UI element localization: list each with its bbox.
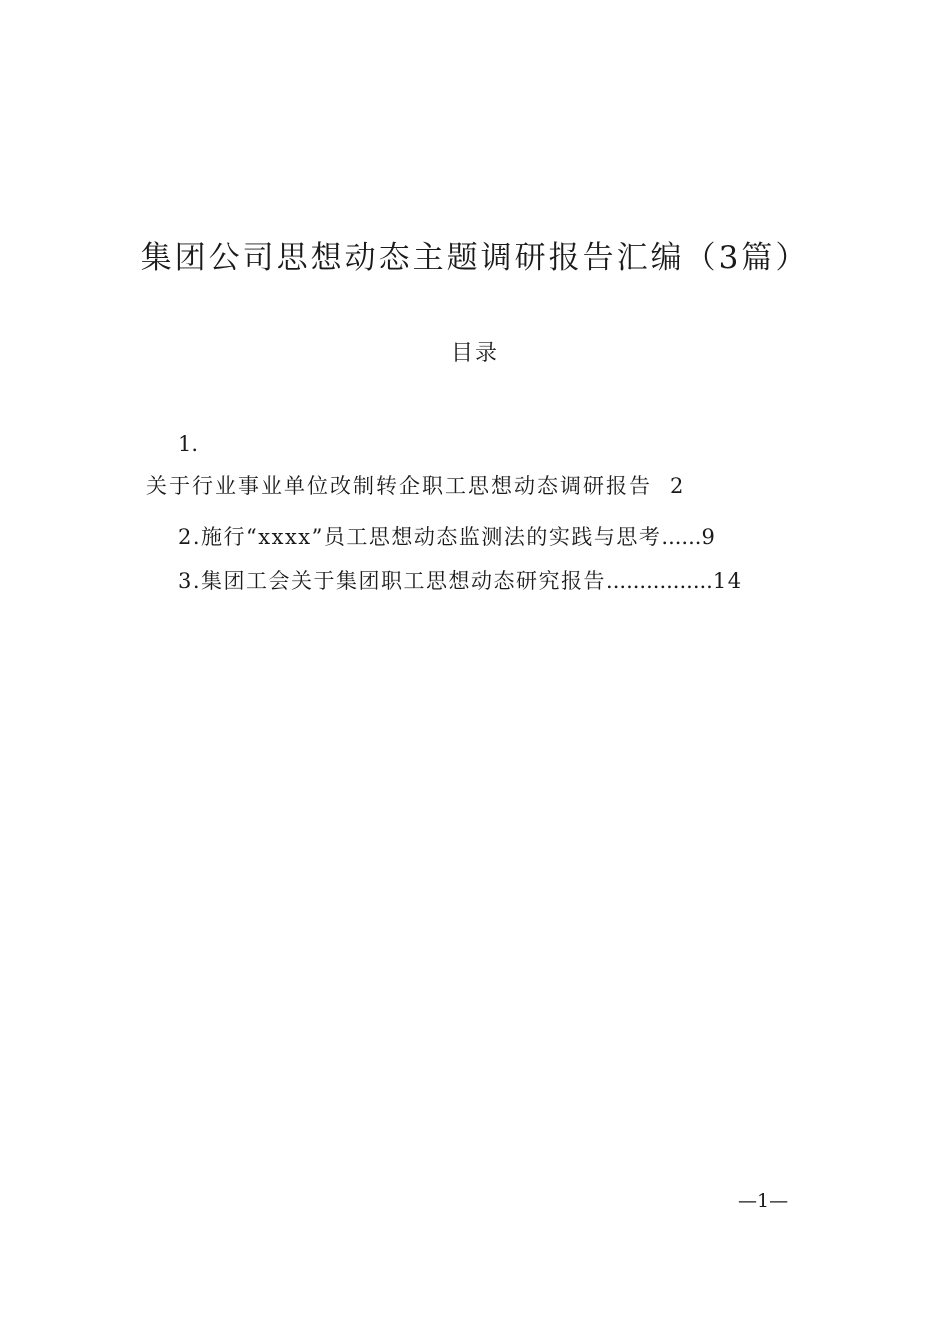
toc-entry-3[interactable] bbox=[178, 565, 743, 595]
toc-entry-1-number: 1. bbox=[178, 432, 199, 456]
toc-entry-2-title: 施行“xxxx”员工思想动态监测法的实践与思考 bbox=[201, 525, 662, 549]
toc-entry-3-number: 3. bbox=[178, 569, 202, 593]
toc-entry-3-leader: ................ bbox=[606, 569, 713, 593]
toc-entry-2-leader: ...... bbox=[661, 525, 702, 549]
toc-entry-1-page: 2 bbox=[670, 474, 686, 498]
toc-entry-3-page: 14 bbox=[712, 569, 743, 593]
toc-entry-2[interactable] bbox=[178, 521, 716, 551]
toc-entry-2-page: 9 bbox=[701, 525, 717, 549]
page-number: —1— bbox=[738, 1190, 789, 1212]
toc-heading: 目录 bbox=[450, 341, 499, 366]
document-title: 集团公司思想动态主题调研报告汇编（3篇） bbox=[140, 240, 810, 276]
toc-entry-2-number: 2. bbox=[178, 525, 202, 549]
toc-entry-3-title: 集团工会关于集团职工思想动态研究报告 bbox=[201, 569, 607, 593]
toc-entry-1-title: 关于行业事业单位改制转企职工思想动态调研报告 bbox=[146, 474, 652, 498]
toc-entry-1[interactable] bbox=[146, 470, 685, 500]
